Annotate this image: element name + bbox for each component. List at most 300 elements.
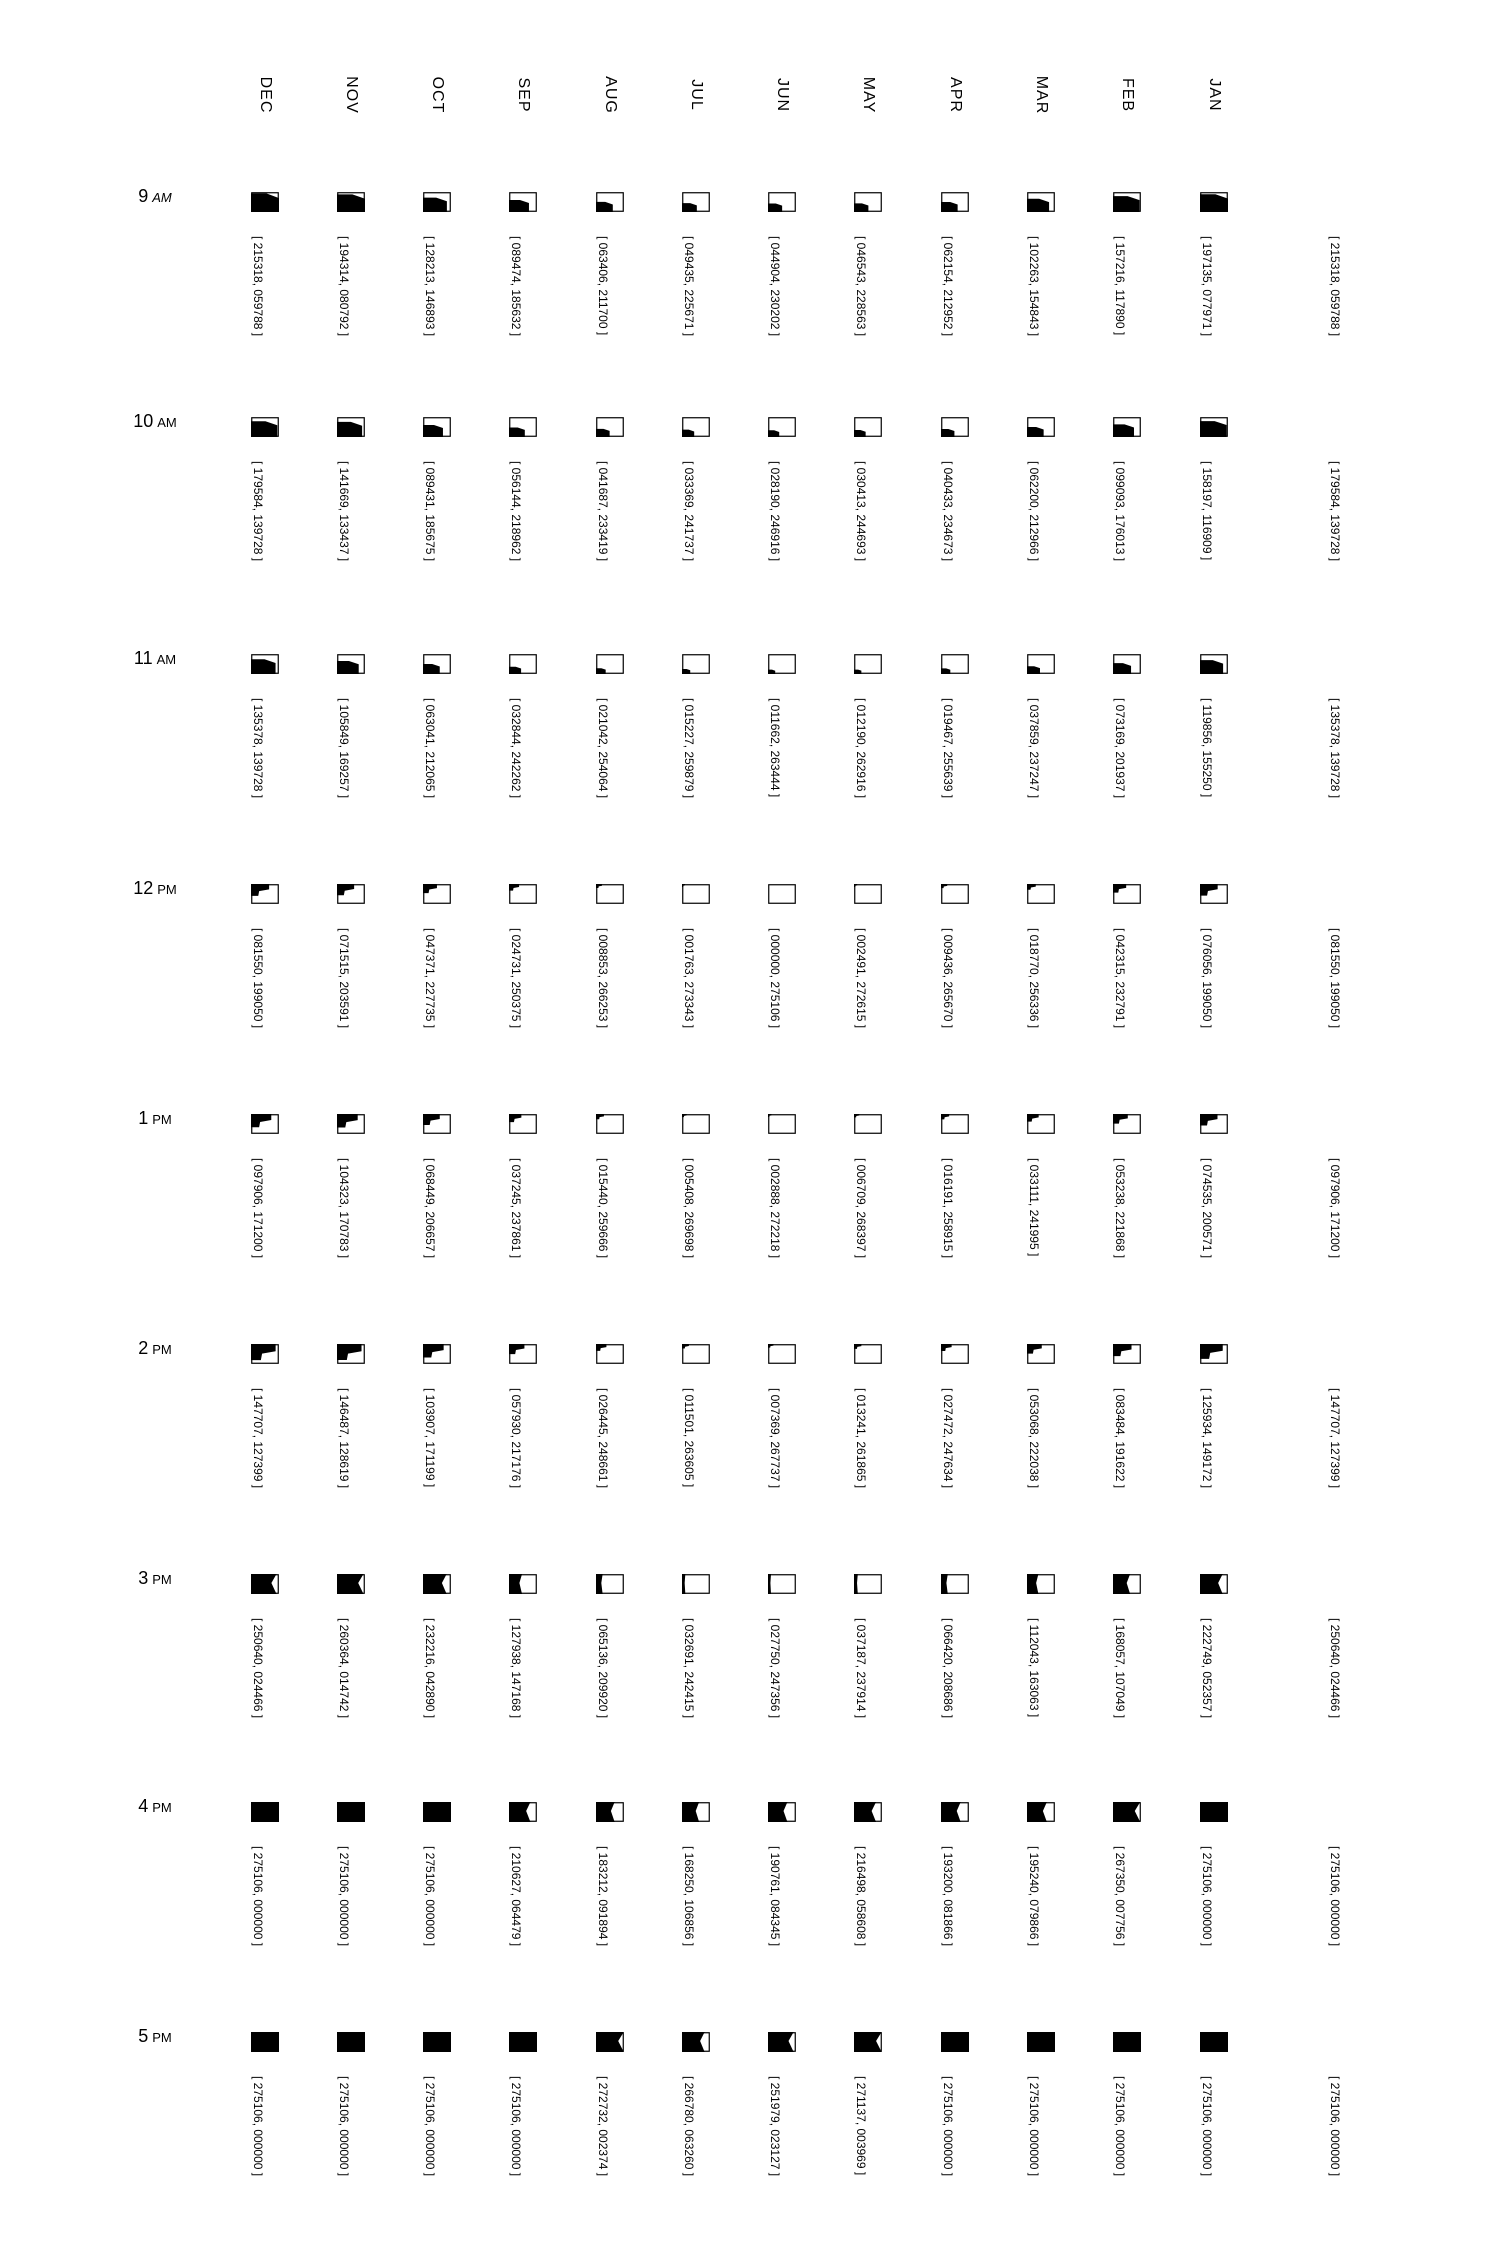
shadow-value-text: [ 275106, 000000 ] xyxy=(1200,2076,1214,2177)
shadow-area xyxy=(1200,2032,1228,2052)
shadow-thumbnail xyxy=(509,1114,537,1134)
summary-value-text: [ 275106, 000000 ] xyxy=(1328,2076,1342,2177)
shadow-value-label xyxy=(1200,928,1224,1098)
hour-suffix: AM xyxy=(156,652,177,667)
shadow-value-label xyxy=(337,1618,361,1788)
shadow-thumbnail xyxy=(941,417,969,437)
month-label-aug xyxy=(590,75,630,115)
shadow-thumbnail xyxy=(941,654,969,674)
shadow-value-text: [ 222749, 052357 ] xyxy=(1200,1618,1214,1719)
shadow-thumbnail xyxy=(596,884,624,904)
shadow-value-text: [ 179584, 139728 ] xyxy=(251,461,265,562)
hour-number: 11 xyxy=(133,648,153,668)
shadow-value-label xyxy=(854,236,878,406)
shadow-value-label xyxy=(509,1846,533,2016)
shadow-value-text: [ 002888, 272218 ] xyxy=(768,1158,782,1259)
summary-value-text: [ 135378, 139728 ] xyxy=(1328,698,1342,799)
hour-suffix: PM xyxy=(157,882,177,897)
summary-value-label xyxy=(1328,698,1352,868)
shadow-value-label xyxy=(941,928,965,1098)
summary-value-text: [ 179584, 139728 ] xyxy=(1328,461,1342,562)
shadow-value-label xyxy=(768,698,792,868)
shadow-thumbnail xyxy=(596,1114,624,1134)
shadow-thumbnail xyxy=(682,1114,710,1134)
shadow-thumbnail xyxy=(854,884,882,904)
shadow-value-text: [ 250640, 024466 ] xyxy=(251,1618,265,1719)
shadow-thumbnail xyxy=(509,1344,537,1364)
shadow-value-text: [ 089431, 185675 ] xyxy=(423,461,437,562)
shadow-value-text: [ 125934, 149172 ] xyxy=(1200,1388,1214,1489)
shadow-value-text: [ 032844, 242262 ] xyxy=(509,698,523,799)
shadow-value-text: [ 141669, 133437 ] xyxy=(337,461,351,562)
shadow-thumbnail xyxy=(423,884,451,904)
month-label-text: SEP xyxy=(515,77,532,113)
shadow-area xyxy=(251,2032,279,2052)
shadow-value-label xyxy=(509,1618,533,1788)
shadow-thumbnail xyxy=(337,1114,365,1134)
shadow-value-text: [ 007369, 267737 ] xyxy=(768,1388,782,1489)
thumb-frame xyxy=(855,1575,882,1594)
shadow-value-text: [ 135378, 139728 ] xyxy=(251,698,265,799)
shadow-thumbnail xyxy=(1113,192,1141,212)
shadow-value-text: [ 275106, 000000 ] xyxy=(423,1846,437,1947)
shadow-value-label xyxy=(682,2076,706,2246)
shadow-value-text: [ 019467, 255639 ] xyxy=(941,698,955,799)
summary-value-label xyxy=(1328,1846,1352,2016)
shadow-thumbnail xyxy=(251,2032,279,2052)
shadow-thumbnail xyxy=(251,417,279,437)
shadow-thumbnail xyxy=(423,1114,451,1134)
thumb-frame xyxy=(769,1575,796,1594)
shadow-value-text: [ 001763, 273343 ] xyxy=(682,928,696,1029)
thumb-frame xyxy=(683,1345,710,1364)
shadow-thumbnail xyxy=(682,192,710,212)
shadow-value-text: [ 037245, 237861 ] xyxy=(509,1158,523,1259)
shadow-value-label xyxy=(682,1388,706,1558)
shadow-value-text: [ 065136, 209920 ] xyxy=(596,1618,610,1719)
shadow-thumbnail xyxy=(941,884,969,904)
shadow-value-label xyxy=(1200,1158,1224,1328)
thumb-frame xyxy=(683,1575,710,1594)
shadow-value-text: [ 009436, 265670 ] xyxy=(941,928,955,1029)
shadow-thumbnail xyxy=(1113,1344,1141,1364)
shadow-value-label xyxy=(1113,698,1137,868)
shadow-value-label xyxy=(337,1846,361,2016)
month-label-text: NOV xyxy=(343,76,360,114)
shadow-thumbnail xyxy=(596,2032,624,2052)
shadow-value-label xyxy=(1200,2076,1224,2246)
shadow-value-text: [ 049435, 225671 ] xyxy=(682,236,696,337)
shadow-thumbnail xyxy=(423,2032,451,2052)
shadow-value-label xyxy=(768,928,792,1098)
shadow-thumbnail xyxy=(596,654,624,674)
shadow-value-label xyxy=(423,2076,447,2246)
shadow-value-label xyxy=(941,1158,965,1328)
month-label-nov xyxy=(331,75,371,115)
shadow-value-label xyxy=(854,461,878,631)
shadow-value-text: [ 068449, 206657 ] xyxy=(423,1158,437,1259)
shadow-value-label xyxy=(1200,698,1224,868)
shadow-value-label xyxy=(251,1388,275,1558)
summary-value-label xyxy=(1328,461,1352,631)
summary-value-label xyxy=(1328,236,1352,406)
month-label-feb xyxy=(1107,75,1147,115)
shadow-value-label xyxy=(1027,2076,1051,2246)
shadow-value-text: [ 015227, 259879 ] xyxy=(682,698,696,799)
shadow-thumbnail xyxy=(1200,1574,1228,1594)
shadow-thumbnail xyxy=(1113,654,1141,674)
shadow-value-label xyxy=(337,1158,361,1328)
shadow-value-text: [ 266780, 063260 ] xyxy=(682,2076,696,2177)
shadow-value-text: [ 005408, 269698 ] xyxy=(682,1158,696,1259)
shadow-value-label xyxy=(596,1158,620,1328)
shadow-thumbnail xyxy=(682,1344,710,1364)
summary-value-text: [ 081550, 199050 ] xyxy=(1328,928,1342,1029)
shadow-thumbnail xyxy=(596,1344,624,1364)
shadow-thumbnail xyxy=(941,1114,969,1134)
shadow-value-text: [ 033369, 241737 ] xyxy=(682,461,696,562)
shadow-value-text: [ 275106, 000000 ] xyxy=(251,2076,265,2177)
summary-value-text: [ 215318, 059788 ] xyxy=(1328,236,1342,337)
shadow-value-label xyxy=(1113,461,1137,631)
shadow-value-text: [ 260364, 014742 ] xyxy=(337,1618,351,1719)
shadow-value-text: [ 099093, 176013 ] xyxy=(1113,461,1127,562)
shadow-value-text: [ 119856, 155250 ] xyxy=(1200,698,1214,798)
hour-label xyxy=(100,1108,210,1129)
month-label-text: FEB xyxy=(1119,77,1136,113)
shadow-thumbnail xyxy=(854,1344,882,1364)
shadow-value-label xyxy=(682,1158,706,1328)
shadow-thumbnail xyxy=(423,1574,451,1594)
shadow-thumbnail xyxy=(682,654,710,674)
shadow-thumbnail xyxy=(768,1344,796,1364)
shadow-value-label xyxy=(1200,236,1224,406)
shadow-value-label xyxy=(854,1846,878,2016)
shadow-value-text: [ 275106, 000000 ] xyxy=(337,1846,351,1947)
hour-label xyxy=(100,186,210,207)
shadow-value-label xyxy=(1027,928,1051,1098)
shadow-value-label xyxy=(596,698,620,868)
shadow-value-label xyxy=(423,928,447,1098)
shadow-value-label xyxy=(423,1388,447,1558)
shadow-value-text: [ 071515, 203591 ] xyxy=(337,928,351,1029)
thumb-frame xyxy=(855,1345,882,1364)
shadow-value-text: [ 097906, 171200 ] xyxy=(251,1158,265,1259)
hour-suffix: PM xyxy=(152,1572,172,1587)
shadow-value-label xyxy=(251,236,275,406)
summary-value-label xyxy=(1328,1388,1352,1558)
shadow-value-text: [ 063041, 212065 ] xyxy=(423,698,437,799)
shadow-value-text: [ 047371, 227735 ] xyxy=(423,928,437,1029)
shadow-value-label xyxy=(1200,1846,1224,2016)
shadow-value-text: [ 018770, 256336 ] xyxy=(1027,928,1041,1029)
shadow-thumbnail xyxy=(423,192,451,212)
summary-value-text: [ 097906, 171200 ] xyxy=(1328,1158,1342,1259)
shadow-value-text: [ 197135, 077971 ] xyxy=(1200,236,1214,337)
shadow-value-text: [ 076056, 199050 ] xyxy=(1200,928,1214,1029)
shadow-thumbnail xyxy=(1027,2032,1055,2052)
shadow-value-label xyxy=(941,236,965,406)
shadow-value-text: [ 073169, 201937 ] xyxy=(1113,698,1127,799)
shadow-thumbnail xyxy=(1200,1344,1228,1364)
shadow-value-text: [ 066420, 208686 ] xyxy=(941,1618,955,1719)
shadow-thumbnail xyxy=(251,884,279,904)
shadow-value-label xyxy=(1027,698,1051,868)
shadow-value-label xyxy=(1113,1158,1137,1328)
summary-value-label xyxy=(1328,928,1352,1098)
hour-label xyxy=(100,1568,210,1589)
shadow-value-text: [ 011501, 263605 ] xyxy=(682,1388,696,1488)
shadow-value-label xyxy=(251,2076,275,2246)
month-label-apr xyxy=(935,75,975,115)
shadow-thumbnail xyxy=(337,1802,365,1822)
month-label-sep xyxy=(503,75,543,115)
month-label-jun xyxy=(762,75,802,115)
shadow-thumbnail xyxy=(509,192,537,212)
shadow-value-label xyxy=(854,1618,878,1788)
shadow-value-label xyxy=(854,1388,878,1558)
shadow-value-text: [ 271137, 003969 ] xyxy=(854,2076,868,2176)
shadow-area xyxy=(1027,2032,1055,2052)
shadow-thumbnail xyxy=(682,417,710,437)
shadow-value-text: [ 147707, 127399 ] xyxy=(251,1388,265,1489)
shadow-thumbnail xyxy=(854,1574,882,1594)
shadow-value-text: [ 028190, 246916 ] xyxy=(768,461,782,562)
shadow-value-label xyxy=(682,928,706,1098)
thumb-frame xyxy=(855,1115,882,1134)
shadow-value-label xyxy=(682,1618,706,1788)
month-label-text: MAR xyxy=(1033,75,1050,115)
shadow-thumbnail xyxy=(682,2032,710,2052)
shadow-thumbnail xyxy=(768,192,796,212)
month-label-text: DEC xyxy=(257,76,274,114)
hour-number: 10 xyxy=(133,411,154,431)
shadow-area xyxy=(337,1802,365,1822)
shadow-thumbnail xyxy=(768,654,796,674)
shadow-value-text: [ 053238, 221868 ] xyxy=(1113,1158,1127,1259)
shadow-value-text: [ 210627, 064479 ] xyxy=(509,1846,523,1947)
shadow-area xyxy=(251,1802,279,1822)
hour-suffix: AM xyxy=(157,415,177,430)
shadow-value-text: [ 042315, 232791 ] xyxy=(1113,928,1127,1029)
shadow-value-text: [ 232216, 042890 ] xyxy=(423,1618,437,1719)
shadow-thumbnail xyxy=(941,2032,969,2052)
shadow-value-label xyxy=(1200,1618,1224,1788)
shadow-thumbnail xyxy=(768,1574,796,1594)
shadow-value-label xyxy=(596,1388,620,1558)
shadow-thumbnail xyxy=(1113,884,1141,904)
shadow-thumbnail xyxy=(1027,654,1055,674)
shadow-value-text: [ 021042, 254064 ] xyxy=(596,698,610,799)
shadow-value-text: [ 024731, 250375 ] xyxy=(509,928,523,1029)
shadow-thumbnail xyxy=(251,1344,279,1364)
shadow-thumbnail xyxy=(1200,654,1228,674)
shadow-value-text: [ 275106, 000000 ] xyxy=(337,2076,351,2177)
shadow-value-text: [ 275106, 000000 ] xyxy=(251,1846,265,1947)
shadow-area xyxy=(1113,2032,1141,2052)
shadow-value-label xyxy=(337,236,361,406)
shadow-thumbnail xyxy=(337,1344,365,1364)
shadow-value-text: [ 037859, 237247 ] xyxy=(1027,698,1041,799)
shadow-thumbnail xyxy=(854,2032,882,2052)
shadow-value-label xyxy=(423,1158,447,1328)
shadow-value-label xyxy=(682,1846,706,2016)
shadow-value-label xyxy=(1113,1618,1137,1788)
summary-value-text: [ 275106, 000000 ] xyxy=(1328,1846,1342,1947)
summary-value-label xyxy=(1328,1618,1352,1788)
shadow-value-label xyxy=(1113,1846,1137,2016)
shadow-value-label xyxy=(1027,236,1051,406)
shadow-value-text: [ 056144, 218962 ] xyxy=(509,461,523,562)
shadow-value-text: [ 194314, 080792 ] xyxy=(337,236,351,337)
shadow-value-text: [ 105849, 169257 ] xyxy=(337,698,351,799)
shadow-thumbnail xyxy=(251,1114,279,1134)
shadow-value-label xyxy=(423,698,447,868)
shadow-value-text: [ 053068, 222038 ] xyxy=(1027,1388,1041,1489)
shadow-value-label xyxy=(768,1618,792,1788)
shadow-thumbnail xyxy=(596,1802,624,1822)
shadow-value-text: [ 016191, 258915 ] xyxy=(941,1158,955,1259)
shadow-value-text: [ 275106, 000000 ] xyxy=(423,2076,437,2177)
shadow-value-label xyxy=(251,461,275,631)
thumb-frame xyxy=(683,885,710,904)
shadow-thumbnail xyxy=(854,1114,882,1134)
hour-number: 1 xyxy=(138,1108,149,1128)
shadow-thumbnail xyxy=(854,1802,882,1822)
shadow-value-label xyxy=(337,461,361,631)
shadow-value-text: [ 040433, 234673 ] xyxy=(941,461,955,562)
shadow-value-label xyxy=(509,1388,533,1558)
summary-value-label xyxy=(1328,2076,1352,2246)
month-label-text: APR xyxy=(947,77,964,113)
shadow-thumbnail xyxy=(1027,192,1055,212)
shadow-value-label xyxy=(509,1158,533,1328)
shadow-thumbnail xyxy=(1027,1802,1055,1822)
shadow-value-text: [ 193200, 081866 ] xyxy=(941,1846,955,1947)
hour-number: 5 xyxy=(138,2026,149,2046)
shadow-value-text: [ 272732, 002374 ] xyxy=(596,2076,610,2177)
shadow-thumbnail xyxy=(1113,1114,1141,1134)
shadow-value-label xyxy=(768,1158,792,1328)
shadow-value-text: [ 002491, 272615 ] xyxy=(854,928,868,1029)
shadow-value-text: [ 158197, 116909 ] xyxy=(1200,461,1214,561)
shadow-value-text: [ 275106, 000000 ] xyxy=(1200,1846,1214,1947)
shadow-thumbnail xyxy=(251,1574,279,1594)
shadow-value-label xyxy=(682,698,706,868)
shadow-value-label xyxy=(251,1846,275,2016)
shadow-value-text: [ 074535, 200571 ] xyxy=(1200,1158,1214,1259)
shadow-thumbnail xyxy=(1200,1114,1228,1134)
shadow-value-text: [ 030413, 244693 ] xyxy=(854,461,868,562)
shadow-thumbnail xyxy=(337,884,365,904)
shadow-value-label xyxy=(596,2076,620,2246)
shadow-value-text: [ 127938, 147168 ] xyxy=(509,1618,523,1719)
shadow-value-text: [ 000000, 275106 ] xyxy=(768,928,782,1029)
shadow-value-label xyxy=(1027,1388,1051,1558)
shadow-value-label xyxy=(337,1388,361,1558)
shadow-value-label xyxy=(251,1618,275,1788)
shadow-value-label xyxy=(941,1846,965,2016)
shadow-thumbnail xyxy=(1200,884,1228,904)
shadow-value-label xyxy=(509,2076,533,2246)
shadow-value-label xyxy=(423,236,447,406)
shadow-value-text: [ 006709, 268397 ] xyxy=(854,1158,868,1259)
month-label-jul xyxy=(676,75,716,115)
shadow-thumbnail xyxy=(941,1802,969,1822)
shadow-value-label xyxy=(854,698,878,868)
shadow-value-text: [ 012190, 262916 ] xyxy=(854,698,868,799)
shadow-value-label xyxy=(768,1388,792,1558)
hour-number: 4 xyxy=(138,1796,149,1816)
shadow-value-text: [ 112043, 163063 ] xyxy=(1027,1618,1041,1718)
shadow-thumbnail xyxy=(337,1574,365,1594)
shadow-value-label xyxy=(1027,1158,1051,1328)
shadow-value-text: [ 216498, 058608 ] xyxy=(854,1846,868,1947)
shadow-value-label xyxy=(1200,1388,1224,1558)
shadow-thumbnail xyxy=(1027,1574,1055,1594)
shadow-value-label xyxy=(509,698,533,868)
shadow-thumbnail xyxy=(423,1802,451,1822)
shadow-thumbnail xyxy=(596,1574,624,1594)
shadow-value-text: [ 027472, 247634 ] xyxy=(941,1388,955,1489)
shadow-thumbnail xyxy=(941,192,969,212)
shadow-value-text: [ 168250, 106856 ] xyxy=(682,1846,696,1947)
shadow-thumbnail xyxy=(682,884,710,904)
shadow-thumbnail xyxy=(1113,417,1141,437)
shadow-thumbnail xyxy=(768,1802,796,1822)
shadow-thumbnail xyxy=(337,192,365,212)
shadow-value-text: [ 011662, 263444 ] xyxy=(768,698,782,798)
summary-value-text: [ 147707, 127399 ] xyxy=(1328,1388,1342,1489)
shadow-thumbnail xyxy=(768,417,796,437)
shadow-value-text: [ 062154, 212952 ] xyxy=(941,236,955,337)
hour-suffix: PM xyxy=(152,2030,172,2045)
hour-label xyxy=(100,1796,210,1817)
shadow-thumbnail xyxy=(337,2032,365,2052)
shadow-value-label xyxy=(1113,928,1137,1098)
shadow-value-label xyxy=(423,1846,447,2016)
shadow-thumbnail xyxy=(1200,192,1228,212)
shadow-value-label xyxy=(1113,1388,1137,1558)
shadow-value-text: [ 275106, 000000 ] xyxy=(1113,2076,1127,2177)
shadow-value-text: [ 063406, 211700 ] xyxy=(596,236,610,336)
shadow-value-label xyxy=(251,928,275,1098)
shadow-thumbnail xyxy=(509,654,537,674)
shadow-thumbnail xyxy=(1027,884,1055,904)
shadow-value-label xyxy=(1200,461,1224,631)
shadow-value-label xyxy=(768,461,792,631)
shadow-value-text: [ 104323, 170783 ] xyxy=(337,1158,351,1259)
thumb-frame xyxy=(769,885,796,904)
shadow-thumbnail xyxy=(509,1802,537,1822)
shadow-value-label xyxy=(596,236,620,406)
month-label-text: MAY xyxy=(860,76,877,114)
shadow-value-label xyxy=(768,236,792,406)
shadow-thumbnail xyxy=(1113,1574,1141,1594)
shadow-value-text: [ 195240, 079866 ] xyxy=(1027,1846,1041,1947)
shadow-value-label xyxy=(423,1618,447,1788)
shadow-value-label xyxy=(854,928,878,1098)
shadow-thumbnail xyxy=(509,1574,537,1594)
shadow-value-text: [ 275106, 000000 ] xyxy=(941,2076,955,2177)
shadow-thumbnail xyxy=(509,2032,537,2052)
shadow-value-text: [ 146487, 128619 ] xyxy=(337,1388,351,1489)
shadow-value-text: [ 062200, 212966 ] xyxy=(1027,461,1041,562)
shadow-thumbnail xyxy=(1027,1114,1055,1134)
shadow-value-label xyxy=(854,1158,878,1328)
summary-value-label xyxy=(1328,1158,1352,1328)
month-label-text: OCT xyxy=(429,76,446,114)
